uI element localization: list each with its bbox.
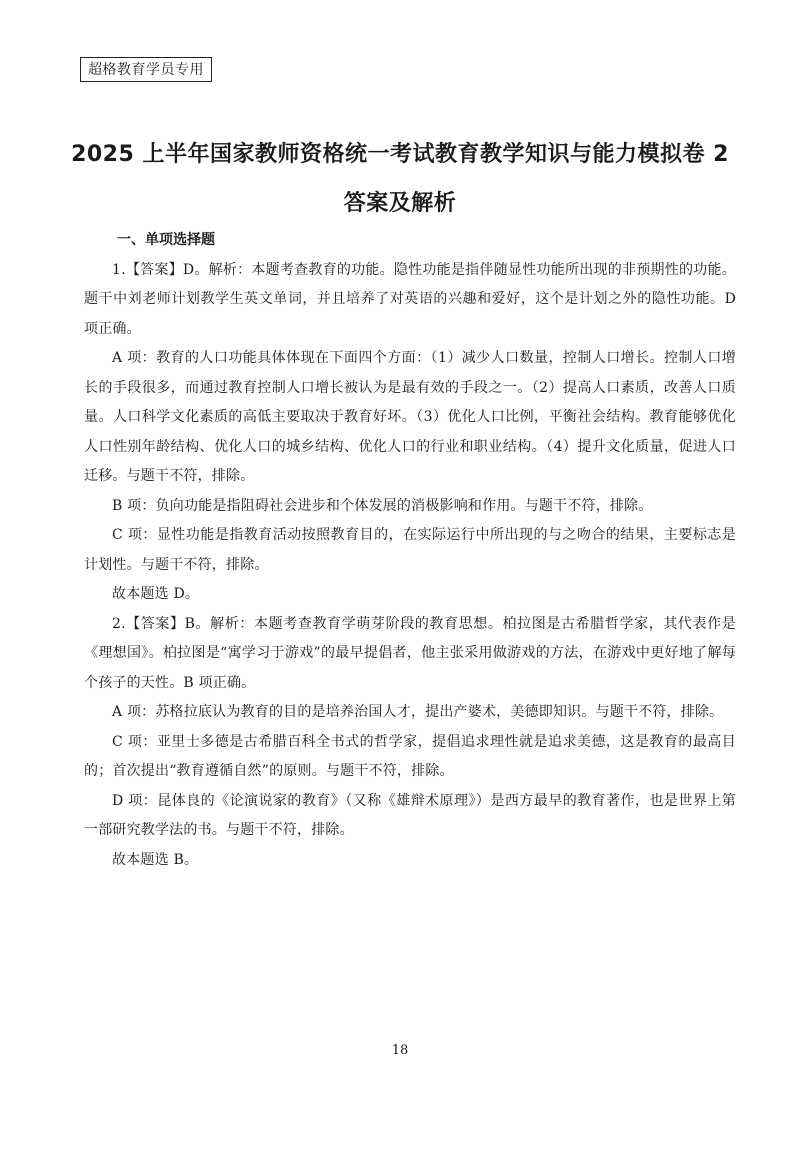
paragraph-q2-option-a: A 项：苏格拉底认为教育的目的是培养治国人才，提出产婆术，美德即知识。与题干不符，排除。 (112, 704, 724, 720)
watermark-stamp: 超格教育学员专用 (80, 57, 212, 82)
paragraph-q1-option-a: A 项：教育的人口功能具体体现在下面四个方面：（1）减少人口数量，控制人口增长。控制人口增长的手段很多，而通过教育控制人口增长被认为是最有效的手段之一。（2）提高人口素质，改善人口质量。人口科学文化素质的高低主要取决于教育好坏。（3）优化人口比例，平衡社会结构。教育能够优化人口性别年龄结构、优化人口的城乡结构、优化人口的行业和职业结构。（4）提升文化质量，促进人口迁移。与题干不符，排除。 (84, 350, 736, 484)
paragraph-q2-answer: 2.【答案】B。解析：本题考查教育学萌芽阶段的教育思想。柏拉图是古希腊哲学家，其代表作是《理想国》。柏拉图是“寓学习于游戏”的最早提倡者，他主张采用做游戏的方法，在游戏中更好地了解每个孩子的天性。B 项正确。 (84, 615, 736, 691)
paragraph-q2-conclusion: 故本题选 B。 (112, 851, 199, 868)
paragraph-q1-answer: 1.【答案】D。解析：本题考查教育的功能。隐性功能是指伴随显性功能所出现的非预期性的功能。题干中刘老师计划教学生英文单词，并且培养了对英语的兴趣和爱好，这个是计划之外的隐性功能。D 项正确。 (84, 261, 736, 337)
page-number: 18 (391, 1043, 409, 1058)
paragraph-q2-option-d: D 项：昆体良的《论演说家的教育》（又称《雄辩术原理》）是西方最早的教育著作，也是世界上第一部研究教学法的书。与题干不符，排除。 (84, 792, 736, 838)
paragraph-q1-conclusion: 故本题选 D。 (112, 586, 200, 602)
paragraph-q1-option-b: B 项：负向功能是指阻碍社会进步和个体发展的消极影响和作用。与题干不符，排除。 (112, 497, 653, 514)
document-subtitle: 答案及解析 (343, 191, 457, 216)
paragraph-q1-option-c: C 项：显性功能是指教育活动按照教育目的，在实际运行中所出现的与之吻合的结果，主要标志是计划性。与题干不符，排除。 (84, 527, 736, 573)
document-title: 2025 上半年国家教师资格统一考试教育教学知识与能力模拟卷 2 (71, 142, 729, 167)
document-body (84, 226, 736, 875)
section-heading: 一、单项选择题 (117, 232, 215, 248)
paragraph-q2-option-c: C 项：亚里士多德是古希腊百科全书式的哲学家，提倡追求理性就是追求美德，这是教育的最高目的；首次提出“教育遵循自然”的原则。与题干不符，排除。 (84, 733, 736, 779)
